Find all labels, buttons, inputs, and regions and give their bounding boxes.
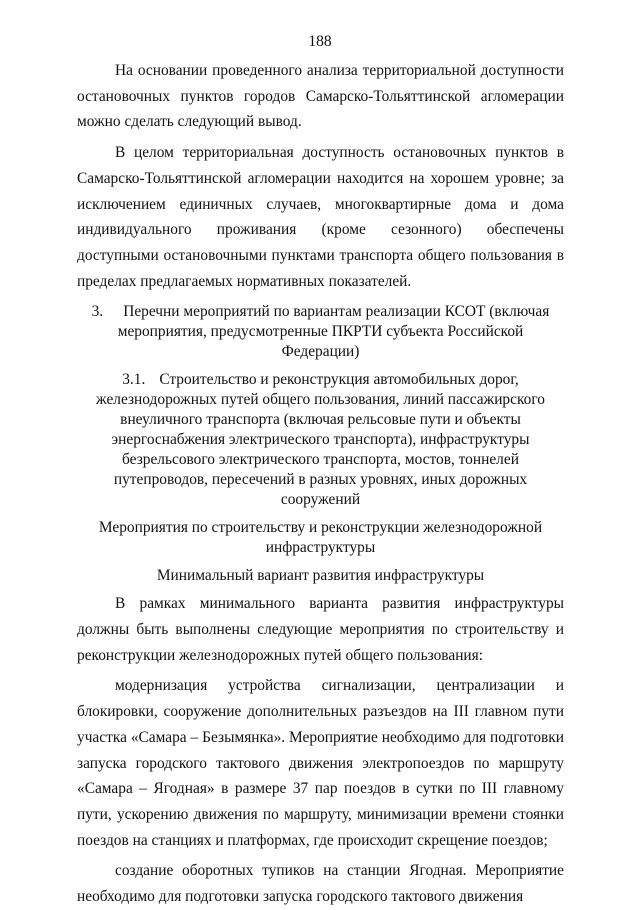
section-3-title: Перечни мероприятий по вариантам реализации КСОТ (включая мероприятия, предусмотренные ПКРТИ субъекта Российской Федерации) [117,303,550,361]
paragraph-minimal-variant: В рамках минимального варианта развития инфраструктуры должны быть выполнены следующие мероприятия по строительству и реконструкции железнодорожных путей общего пользования: [77,595,564,664]
paragraph-modernization: модернизация устройства сигнализации, централизации и блокировки, сооружение дополнительных разъездов на III главном пути участка «Самара – Безымянка». Мероприятие необходимо для подготовки запуска городского тактового движения электропоездов по маршруту «Самара – Ягодная» в размере 37 пар поездов в сутки по III главному пути, ускорению движения по маршруту, минимизации времени стоянки поездов на станциях и платформах, где происходит скрещение поездов; [77,677,564,849]
paragraph-conclusion-intro: На основании проведенного анализа территориальной доступности остановочных пунктов городов Самарско-Тольяттинской агломерации можно сделать следующий вывод. [77,62,564,131]
section-3-1-title: Строительство и реконструкция автомобильных дорог, железнодорожных путей общего пользования, линий пассажирского внеуличного транспорта (включая рельсовые пути и объекты энергоснабжения электрического транспорта), инфраструктуры безрельсового электрического транспорта, мостов, тоннелей путепроводов, пересечений в разных уровнях, иных дорожных сооружений [96,371,545,509]
section-3-1-number: 3.1. [122,371,146,389]
section-3-number: 3. [91,303,104,321]
railway-subheading: Мероприятия по строительству и реконструкции железнодорожной инфраструктуры [98,519,543,557]
section-3-heading [77,302,564,362]
section-3-1-heading [77,370,564,510]
minimal-variant-subheading: Минимальный вариант развития инфраструктуры [156,567,485,585]
paragraph-conclusion: В целом территориальная доступность остановочных пунктов в Самарско-Тольяттинской агломерации находится на хорошем уровне; за исключением единичных случаев, многоквартирные дома и дома индивидуального проживания (кроме сезонного) обеспечены доступными остановочными пунктами транспорта общего пользования в пределах предлагаемых нормативных показателей. [77,144,564,290]
paragraph-turnaround-sidings: создание оборотных тупиков на станции Ягодная. Мероприятие необходимо для подготовки запуска городского тактового движения [77,862,564,906]
page-content [77,58,564,910]
page-number: 188 [308,33,332,50]
